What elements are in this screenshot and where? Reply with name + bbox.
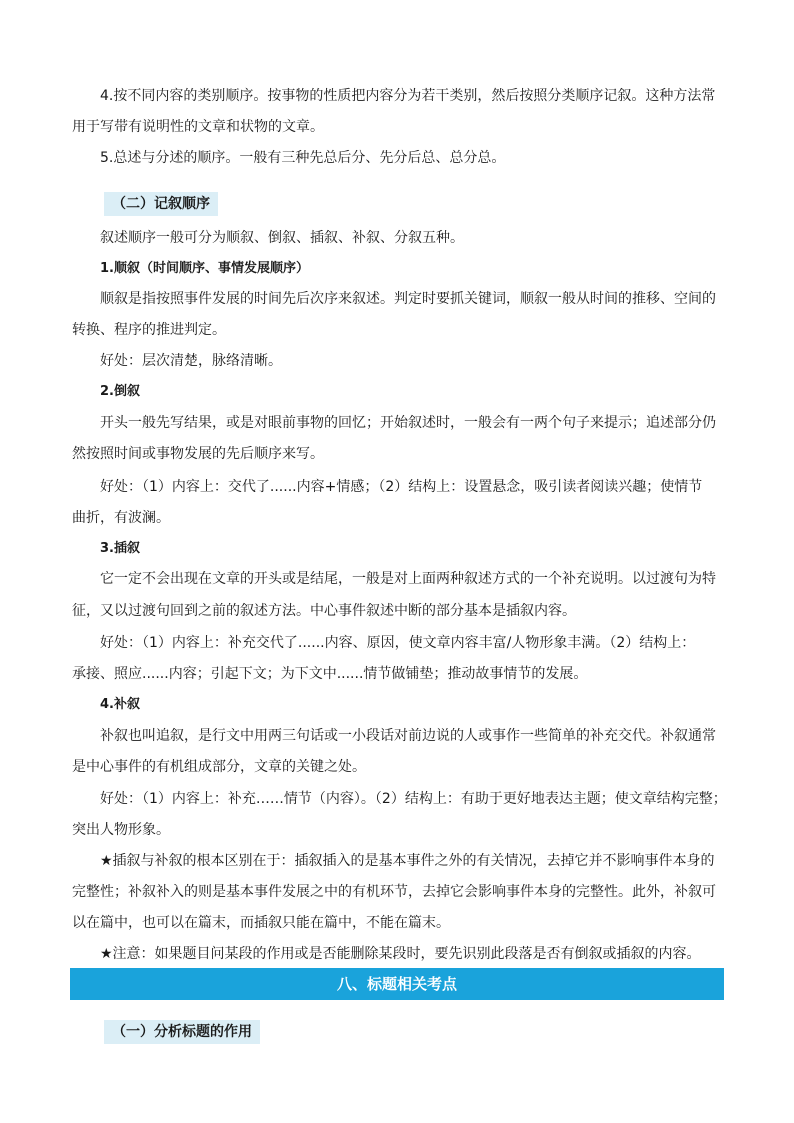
paragraph-line: 叙述顺序一般可分为顺叙、倒叙、插叙、补叙、分叙五种。 — [100, 230, 464, 246]
paragraph-line: 征，又以过渡句回到之前的叙述方法。中心事件叙述中断的部分基本是插叙内容。 — [72, 603, 576, 619]
subheading-flashback: 2.倒叙 — [100, 384, 140, 399]
paragraph-line: 顺叙是指按照事件发展的时间先后次序来叙述。判定时要抓关键词，顺叙一般从时间的推移、空间的 — [100, 291, 716, 307]
paragraph-line: 承接、照应......内容；引起下文；为下文中......情节做铺垫；推动故事情节的发展。 — [72, 666, 588, 682]
paragraph-line: 是中心事件的有机组成部分，文章的关键之处。 — [72, 759, 366, 775]
paragraph-line: 开头一般先写结果，或是对眼前事物的回忆；开始叙述时，一般会有一两个句子来提示；追述部分仍 — [100, 415, 716, 431]
chapter-banner: 八、标题相关考点 — [70, 968, 724, 1000]
paragraph-line: 用于写带有说明性的文章和状物的文章。 — [72, 119, 324, 135]
note-line: 以在篇中，也可以在篇末，而插叙只能在篇中，不能在篇末。 — [72, 915, 450, 931]
benefit-line: 好处：层次清楚，脉络清晰。 — [100, 353, 282, 369]
benefit-line: 好处：（1）内容上：补充……情节（内容）。（2）结构上：有助于更好地表达主题；使文章结构完整； — [100, 791, 727, 807]
paragraph-line: 突出人物形象。 — [72, 822, 170, 838]
subheading-chronological: 1.顺叙（时间顺序、事情发展顺序） — [100, 261, 309, 276]
paragraph-line: 5.总述与分述的顺序。一般有三种先总后分、先分后总、总分总。 — [100, 150, 506, 166]
benefit-line: 好处：（1）内容上：交代了......内容+情感；（2）结构上：设置悬念，吸引读者阅读兴趣；使情节 — [100, 479, 703, 495]
paragraph-line: 补叙也叫追叙，是行文中用两三句话或一小段话对前边说的人或事作一些简单的补充交代。补叙通常 — [100, 728, 716, 744]
section-heading-title-function: （一）分析标题的作用 — [104, 1020, 260, 1044]
note-line: ★插叙与补叙的根本区别在于：插叙插入的是基本事件之外的有关情况，去掉它并不影响事件本身的 — [100, 853, 715, 869]
paragraph-line: 然按照时间或事物发展的先后顺序来写。 — [72, 446, 324, 462]
note-line: 完整性；补叙补入的则是基本事件发展之中的有机环节，去掉它会影响事件本身的完整性。此外，补叙可 — [72, 884, 716, 900]
paragraph-line: 它一定不会出现在文章的开头或是结尾，一般是对上面两种叙述方式的一个补充说明。以过渡句为特 — [100, 571, 716, 587]
benefit-line: 好处：（1）内容上：补充交代了......内容、原因，使文章内容丰富/人物形象丰满。（2）结构上： — [100, 635, 696, 651]
subheading-supplement: 4.补叙 — [100, 697, 140, 712]
paragraph-line: 转换、程序的推进判定。 — [72, 322, 226, 338]
section-heading-narrative-order: （二）记叙顺序 — [104, 192, 218, 216]
paragraph-line: 4.按不同内容的类别顺序。按事物的性质把内容分为若干类别，然后按照分类顺序记叙。这种方法常 — [100, 88, 716, 104]
subheading-interpolation: 3.插叙 — [100, 541, 140, 556]
attention-note: ★注意：如果题目问某段的作用或是否能删除某段时，要先识别此段落是否有倒叙或插叙的内容。 — [100, 946, 701, 962]
paragraph-line: 曲折，有波澜。 — [72, 510, 170, 526]
